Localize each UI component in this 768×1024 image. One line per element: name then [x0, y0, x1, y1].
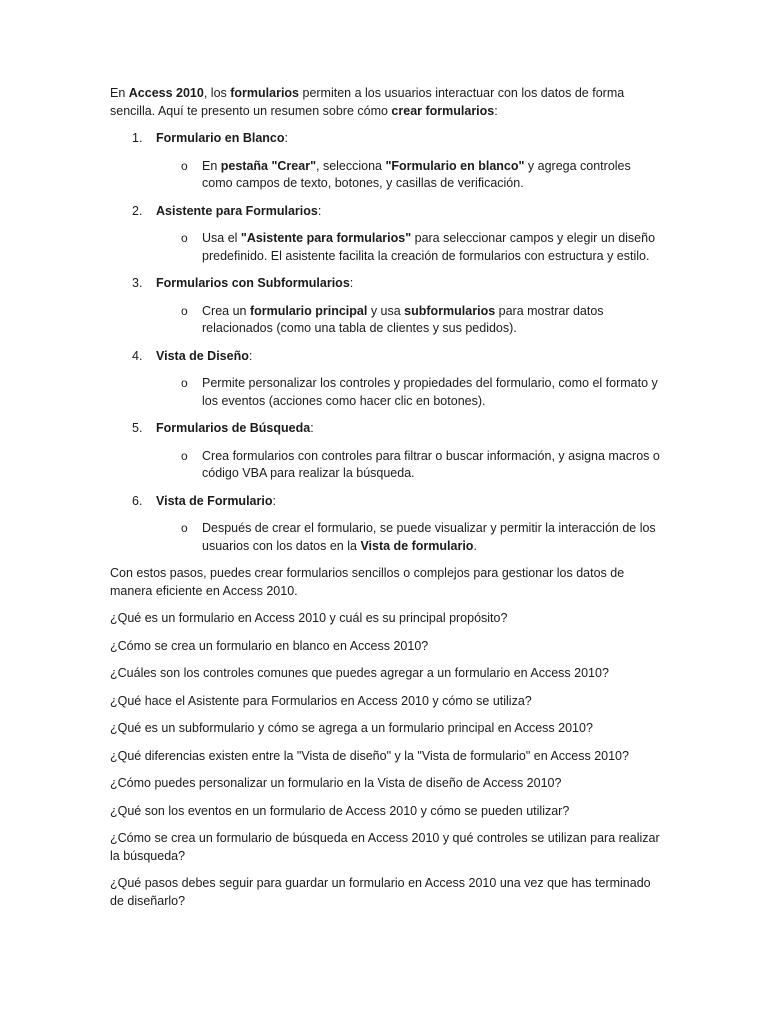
document-page — [110, 85, 662, 920]
item-title: Formularios con Subformularios — [156, 276, 350, 290]
item-colon: : — [284, 131, 288, 145]
item-title: Formularios de Búsqueda — [156, 421, 311, 435]
sub-text: y usa — [367, 303, 405, 318]
question: ¿Qué pasos debes seguir para guardar un formulario en Access 2010 una vez que has terminado de diseñarlo? — [110, 876, 651, 908]
sub-list — [156, 375, 662, 410]
item-number: 1. — [132, 131, 143, 145]
sub-text: . — [473, 538, 477, 553]
intro-text: En — [110, 86, 129, 100]
item-title: Asistente para Formularios — [156, 203, 318, 218]
sub-text: para seleccionar campos y elegir un diseño predefinido. El asistente facilita la creación de formularios con estructura y estilo. — [202, 231, 656, 263]
intro-bold-crear: crear formularios — [391, 103, 495, 118]
bullet-icon: o — [181, 158, 188, 173]
sub-text: Crea formularios con controles para filtrar o buscar información, y asigna macros o código VBA para realizar la búsqueda. — [202, 448, 660, 480]
question: ¿Cuáles son los controles comunes que puedes agregar a un formulario en Access 2010? — [110, 666, 609, 680]
intro-text: : — [494, 103, 498, 118]
sub-list — [156, 520, 662, 555]
sub-text: Después de crear el formulario, se puede visualizar y permitir la interacción de los usuarios con los datos en la — [202, 521, 656, 553]
steps-list — [110, 130, 662, 555]
item-title: Vista de Diseño — [156, 348, 249, 363]
item-title: Vista de Formulario — [156, 493, 273, 508]
item-number: 2. — [132, 203, 143, 218]
item-number: 3. — [132, 276, 143, 290]
list-item — [110, 348, 662, 411]
sub-text: , selecciona — [316, 158, 386, 173]
sub-item — [156, 375, 662, 410]
list-item — [110, 275, 662, 338]
sub-bold: formulario principal — [249, 303, 368, 318]
item-colon: : — [272, 493, 276, 508]
sub-list — [156, 230, 662, 265]
question: ¿Cómo se crea un formulario en blanco en Access 2010? — [110, 638, 429, 653]
sub-item — [156, 230, 662, 265]
sub-bold: "Formulario en blanco" — [385, 158, 525, 173]
sub-text: para mostrar datos relacionados (como una tabla de clientes y sus pedidos). — [202, 303, 604, 335]
bullet-icon: o — [181, 231, 188, 245]
question: ¿Qué hace el Asistente para Formularios en Access 2010 y cómo se utiliza? — [110, 693, 532, 708]
bullet-icon: o — [181, 521, 188, 535]
sub-list — [156, 448, 662, 483]
bullet-icon: o — [181, 376, 188, 390]
intro-text: , los — [203, 86, 231, 100]
intro-bold-access: Access 2010 — [128, 86, 204, 100]
list-item — [110, 130, 662, 193]
item-title: Formulario en Blanco — [156, 131, 285, 145]
item-colon: : — [317, 203, 322, 218]
question: ¿Cómo puedes personalizar un formulario en la Vista de diseño de Access 2010? — [110, 776, 562, 790]
item-number: 6. — [132, 493, 143, 508]
conclusion-paragraph: Con estos pasos, puedes crear formularios sencillos o complejos para gestionar los datos de manera eficiente en Access 2010. — [110, 566, 625, 598]
question: ¿Qué diferencias existen entre la "Vista de diseño" y la "Vista de formulario" en Access 2010? — [110, 748, 629, 763]
intro-paragraph — [110, 85, 662, 120]
item-colon: : — [248, 348, 253, 363]
bullet-icon: o — [181, 303, 188, 318]
sub-bold: "Asistente para formularios" — [240, 231, 412, 245]
sub-item — [156, 303, 662, 338]
sub-text: En — [202, 158, 221, 173]
sub-list — [156, 158, 662, 193]
bullet-icon: o — [181, 448, 188, 463]
question: ¿Qué es un formulario en Access 2010 y cuál es su principal propósito? — [110, 611, 508, 625]
list-item — [110, 493, 662, 556]
question: ¿Qué son los eventos en un formulario de Access 2010 y cómo se pueden utilizar? — [110, 803, 570, 818]
question: ¿Qué es un subformulario y cómo se agrega a un formulario principal en Access 2010? — [110, 721, 593, 735]
sub-item — [156, 158, 662, 193]
item-colon: : — [310, 421, 314, 435]
sub-bold: pestaña "Crear" — [220, 158, 316, 173]
item-number: 4. — [132, 348, 143, 363]
sub-bold: Vista de formulario — [360, 538, 474, 553]
intro-bold-formularios: formularios — [230, 86, 300, 100]
sub-text: Crea un — [202, 303, 250, 318]
sub-text: Permite personalizar los controles y propiedades del formulario, como el formato y los eventos (acciones como hacer clic en botones). — [202, 376, 658, 408]
item-colon: : — [349, 276, 354, 290]
sub-list — [156, 303, 662, 338]
sub-text: Usa el — [202, 231, 241, 245]
sub-item — [156, 448, 662, 483]
list-item — [110, 420, 662, 483]
list-item — [110, 203, 662, 266]
intro-text: permiten a los usuarios interactuar con los datos de forma sencilla. Aquí te presento un resumen sobre cómo — [110, 86, 625, 118]
questions-section — [110, 610, 662, 910]
sub-bold: subformularios — [404, 303, 496, 318]
sub-text: y agrega controles como campos de texto, botones, y casillas de verificación. — [202, 158, 631, 190]
item-number: 5. — [132, 421, 143, 435]
sub-item — [156, 520, 662, 555]
question: ¿Cómo se crea un formulario de búsqueda en Access 2010 y qué controles se utilizan para realizar la búsqueda? — [110, 831, 660, 863]
